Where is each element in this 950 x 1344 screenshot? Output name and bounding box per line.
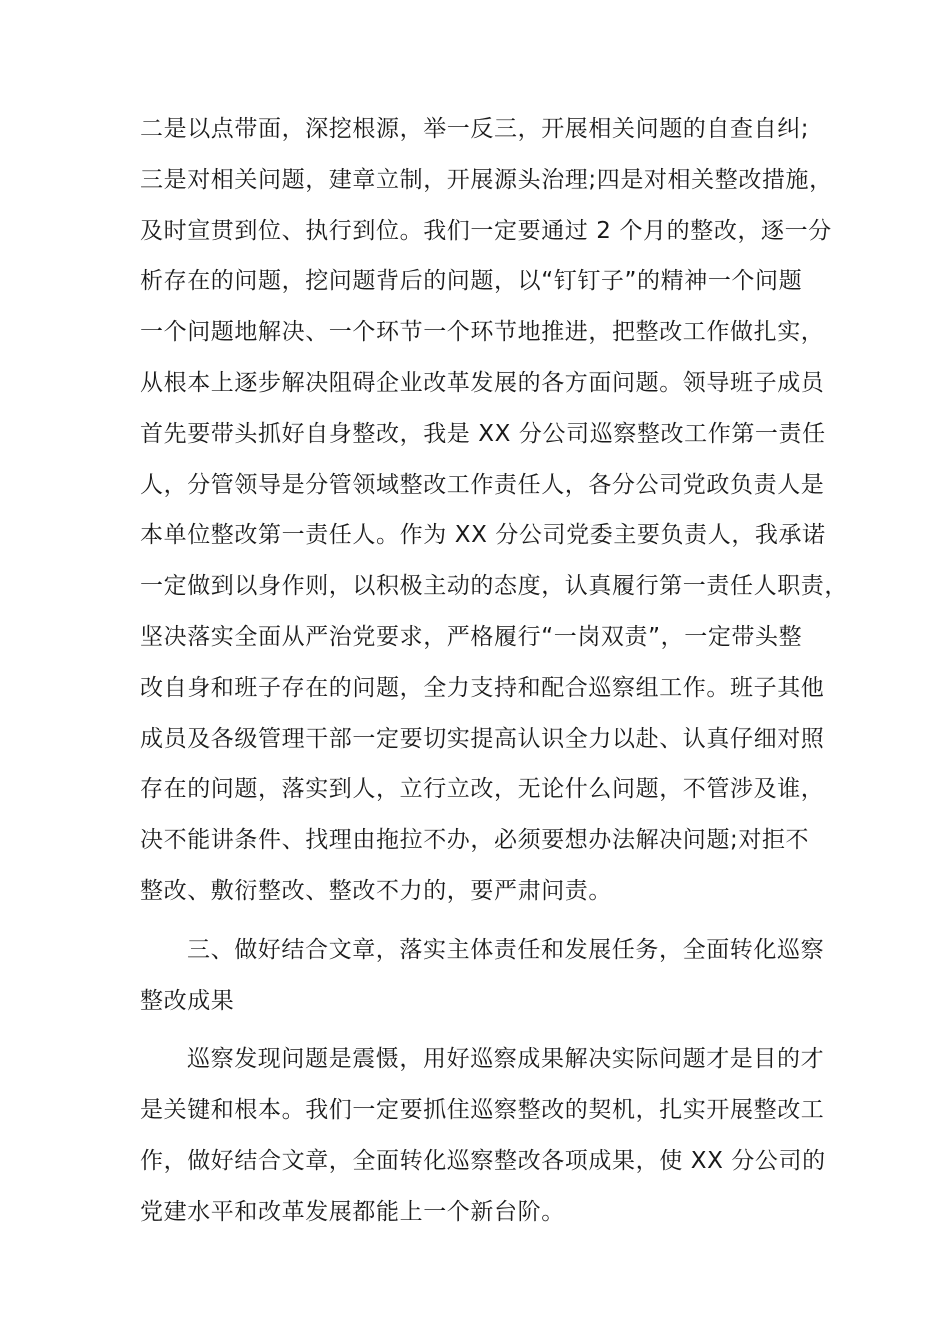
text-line: 成员及各级管理干部一定要切实提高认识全力以赴、认真仔细对照 xyxy=(140,725,825,752)
text-line: 二是以点带面，深挖根源，举一反三，开展相关问题的自查自纠; xyxy=(140,116,810,142)
text-line: 决不能讲条件、找理由拖拉不办，必须要想办法解决问题;对拒不 xyxy=(140,827,810,854)
document-body xyxy=(140,104,848,1238)
text-line: 坚决落实全面从严治党要求，严格履行“一岗双责”，一定带头整 xyxy=(140,623,803,650)
text-line: 析存在的问题，挖问题背后的问题，以“钉钉子”的精神一个问题 xyxy=(140,268,803,295)
text-line: 从根本上逐步解决阻碍企业改革发展的各方面问题。领导班子成员 xyxy=(140,369,825,396)
text-line: 党建水平和改革发展都能上一个新台阶。 xyxy=(140,1198,565,1225)
heading-line: 整改成果 xyxy=(140,987,235,1014)
text-line: 存在的问题，落实到人，立行立改，无论什么问题，不管涉及谁， xyxy=(140,776,825,803)
text-line: 是关键和根本。我们一定要抓住巡察整改的契机，扎实开展整改工 xyxy=(140,1097,825,1124)
text-line: 首先要带头抓好自身整改，我是 XX 分公司巡察整改工作第一责任 xyxy=(140,420,826,447)
text-line: 一定做到以身作则，以积极主动的态度，认真履行第一责任人职责， xyxy=(140,573,848,600)
text-line: 整改、敷衍整改、整改不力的，要严肃问责。 xyxy=(140,877,612,904)
paragraph-2 xyxy=(140,1034,840,1237)
section-heading xyxy=(140,925,840,1027)
text-line: 本单位整改第一责任人。作为 XX 分公司党委主要负责人，我承诺 xyxy=(140,522,826,549)
text-line: 人，分管领导是分管领域整改工作责任人，各分公司党政负责人是 xyxy=(140,471,825,498)
paragraph-spacer xyxy=(140,1026,840,1034)
paragraph-1 xyxy=(140,104,848,917)
text-line: 一个问题地解决、一个环节一个环节地推进，把整改工作做扎实， xyxy=(140,319,825,346)
heading-line: 三、做好结合文章，落实主体责任和发展任务，全面转化巡察 xyxy=(187,936,825,963)
text-line: 作，做好结合文章，全面转化巡察整改各项成果，使 XX 分公司的 xyxy=(140,1147,826,1174)
text-line: 巡察发现问题是震慑，用好巡察成果解决实际问题才是目的才 xyxy=(187,1046,825,1073)
text-line: 三是对相关问题，建章立制，开展源头治理;四是对相关整改措施， xyxy=(140,166,833,193)
paragraph-spacer xyxy=(140,917,840,925)
text-line: 改自身和班子存在的问题，全力支持和配合巡察组工作。班子其他 xyxy=(140,674,825,701)
text-line: 及时宣贯到位、执行到位。我们一定要通过 2 个月的整改，逐一分 xyxy=(140,217,832,244)
